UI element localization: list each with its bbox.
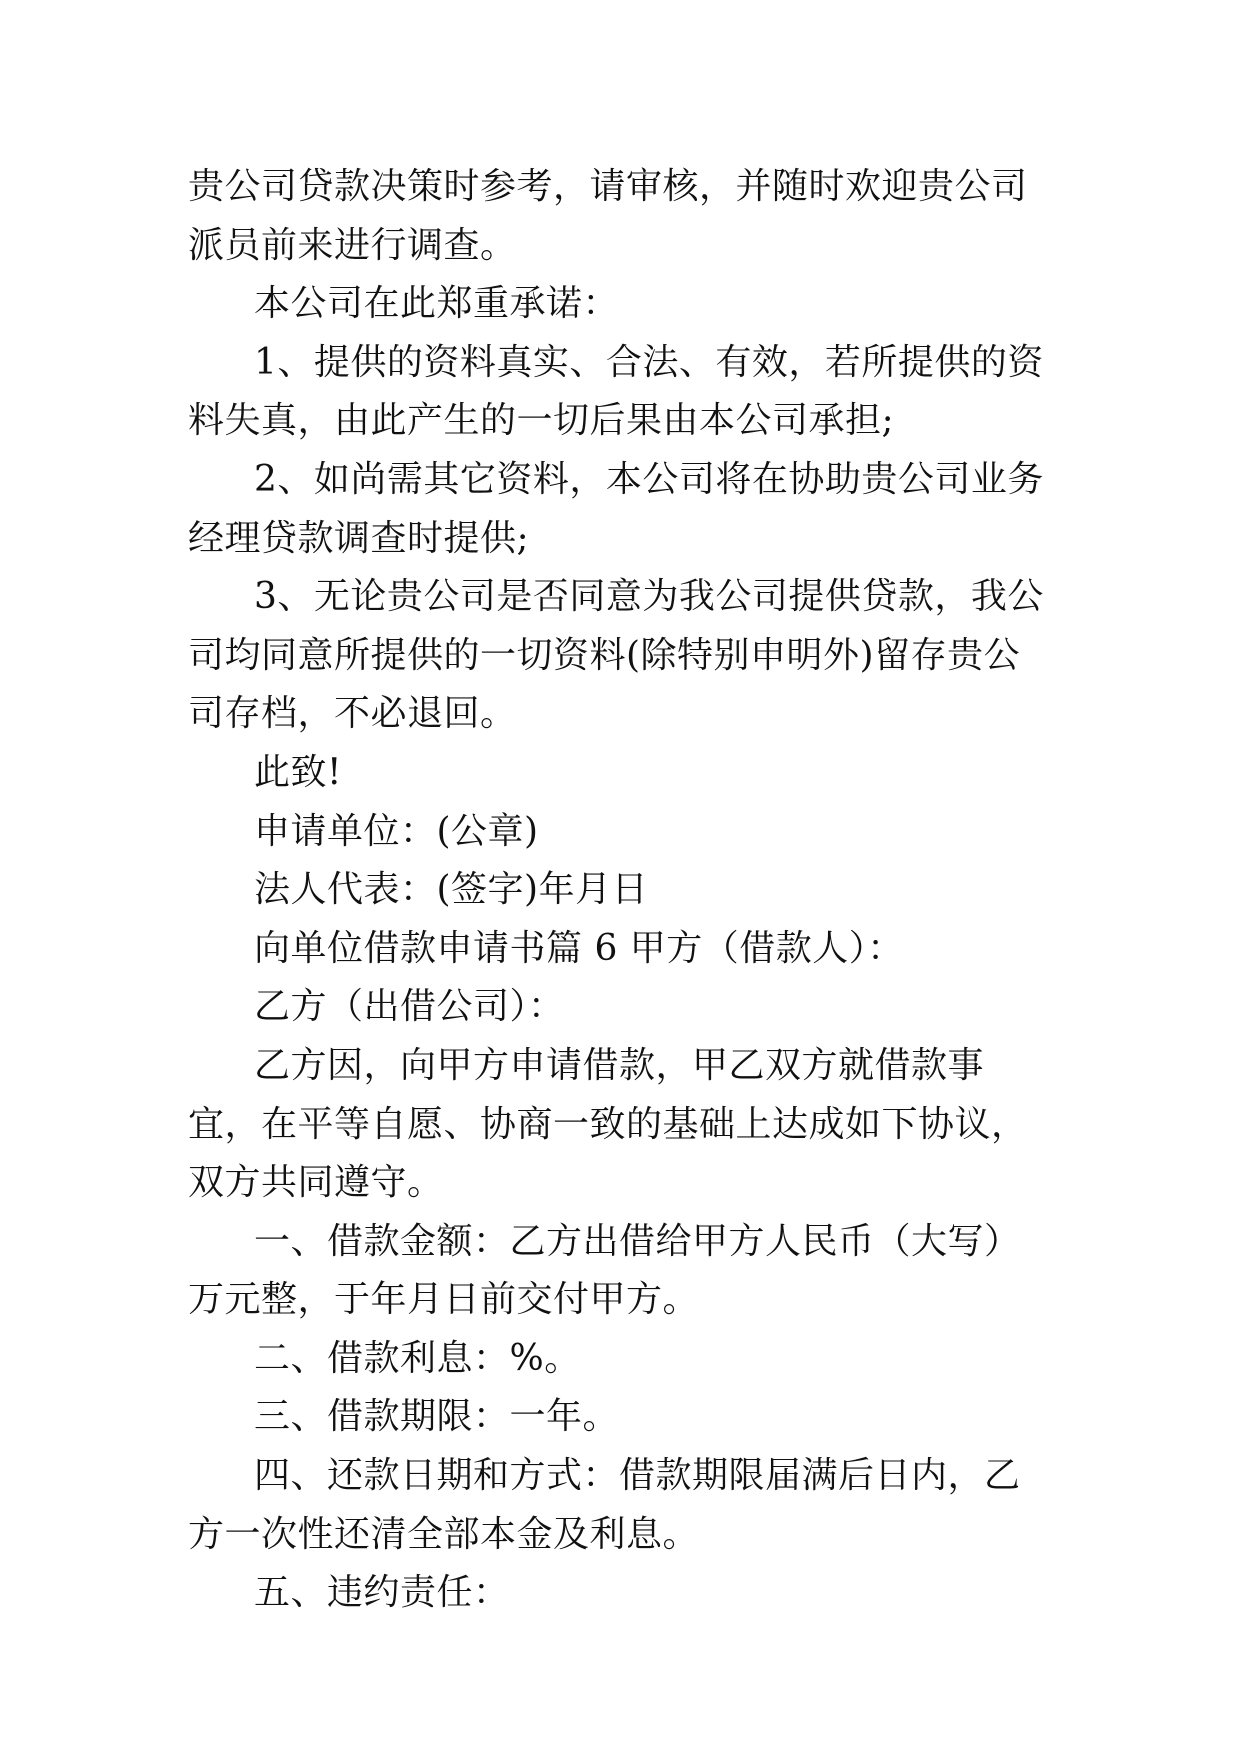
- document-body: [188, 158, 1056, 1623]
- paragraph: 乙方因，向甲方申请借款，甲乙双方就借款事宜，在平等自愿、协商一致的基础上达成如下协议，双方共同遵守。: [188, 1044, 1028, 1204]
- paragraph: 此致!: [254, 751, 342, 793]
- paragraph: 贵公司贷款决策时参考，请审核，并随时欢迎贵公司派员前来进行调查。: [188, 166, 1028, 266]
- paragraph: 二、借款利息：%。: [254, 1337, 581, 1379]
- paragraph: 四、还款日期和方式：借款期限届满后日内，乙方一次性还清全部本金及利息。: [188, 1455, 1021, 1555]
- paragraph: 3、无论贵公司是否同意为我公司提供贷款，我公司均同意所提供的一切资料(除特别申明外)留存贵公司存档，不必退回。: [188, 576, 1044, 735]
- paragraph: 向单位借款申请书篇 6 甲方（借款人）：: [254, 927, 904, 969]
- paragraph: 三、借款期限：一年。: [254, 1396, 620, 1438]
- paragraph: 本公司在此郑重承诺：: [254, 283, 620, 325]
- paragraph: 乙方（出借公司）：: [254, 986, 565, 1028]
- paragraph: 一、借款金额：乙方出借给甲方人民币（大写）万元整，于年月日前交付甲方。: [188, 1220, 1021, 1321]
- paragraph: 法人代表：(签字)年月日: [254, 869, 649, 911]
- paragraph: 五、违约责任：: [254, 1572, 510, 1614]
- paragraph: 1、提供的资料真实、合法、有效，若所提供的资料失真，由此产生的一切后果由本公司承担;: [188, 341, 1044, 442]
- paragraph: 申请单位：(公章): [254, 810, 539, 852]
- paragraph: 2、如尚需其它资料，本公司将在协助贵公司业务经理贷款调查时提供;: [188, 458, 1044, 559]
